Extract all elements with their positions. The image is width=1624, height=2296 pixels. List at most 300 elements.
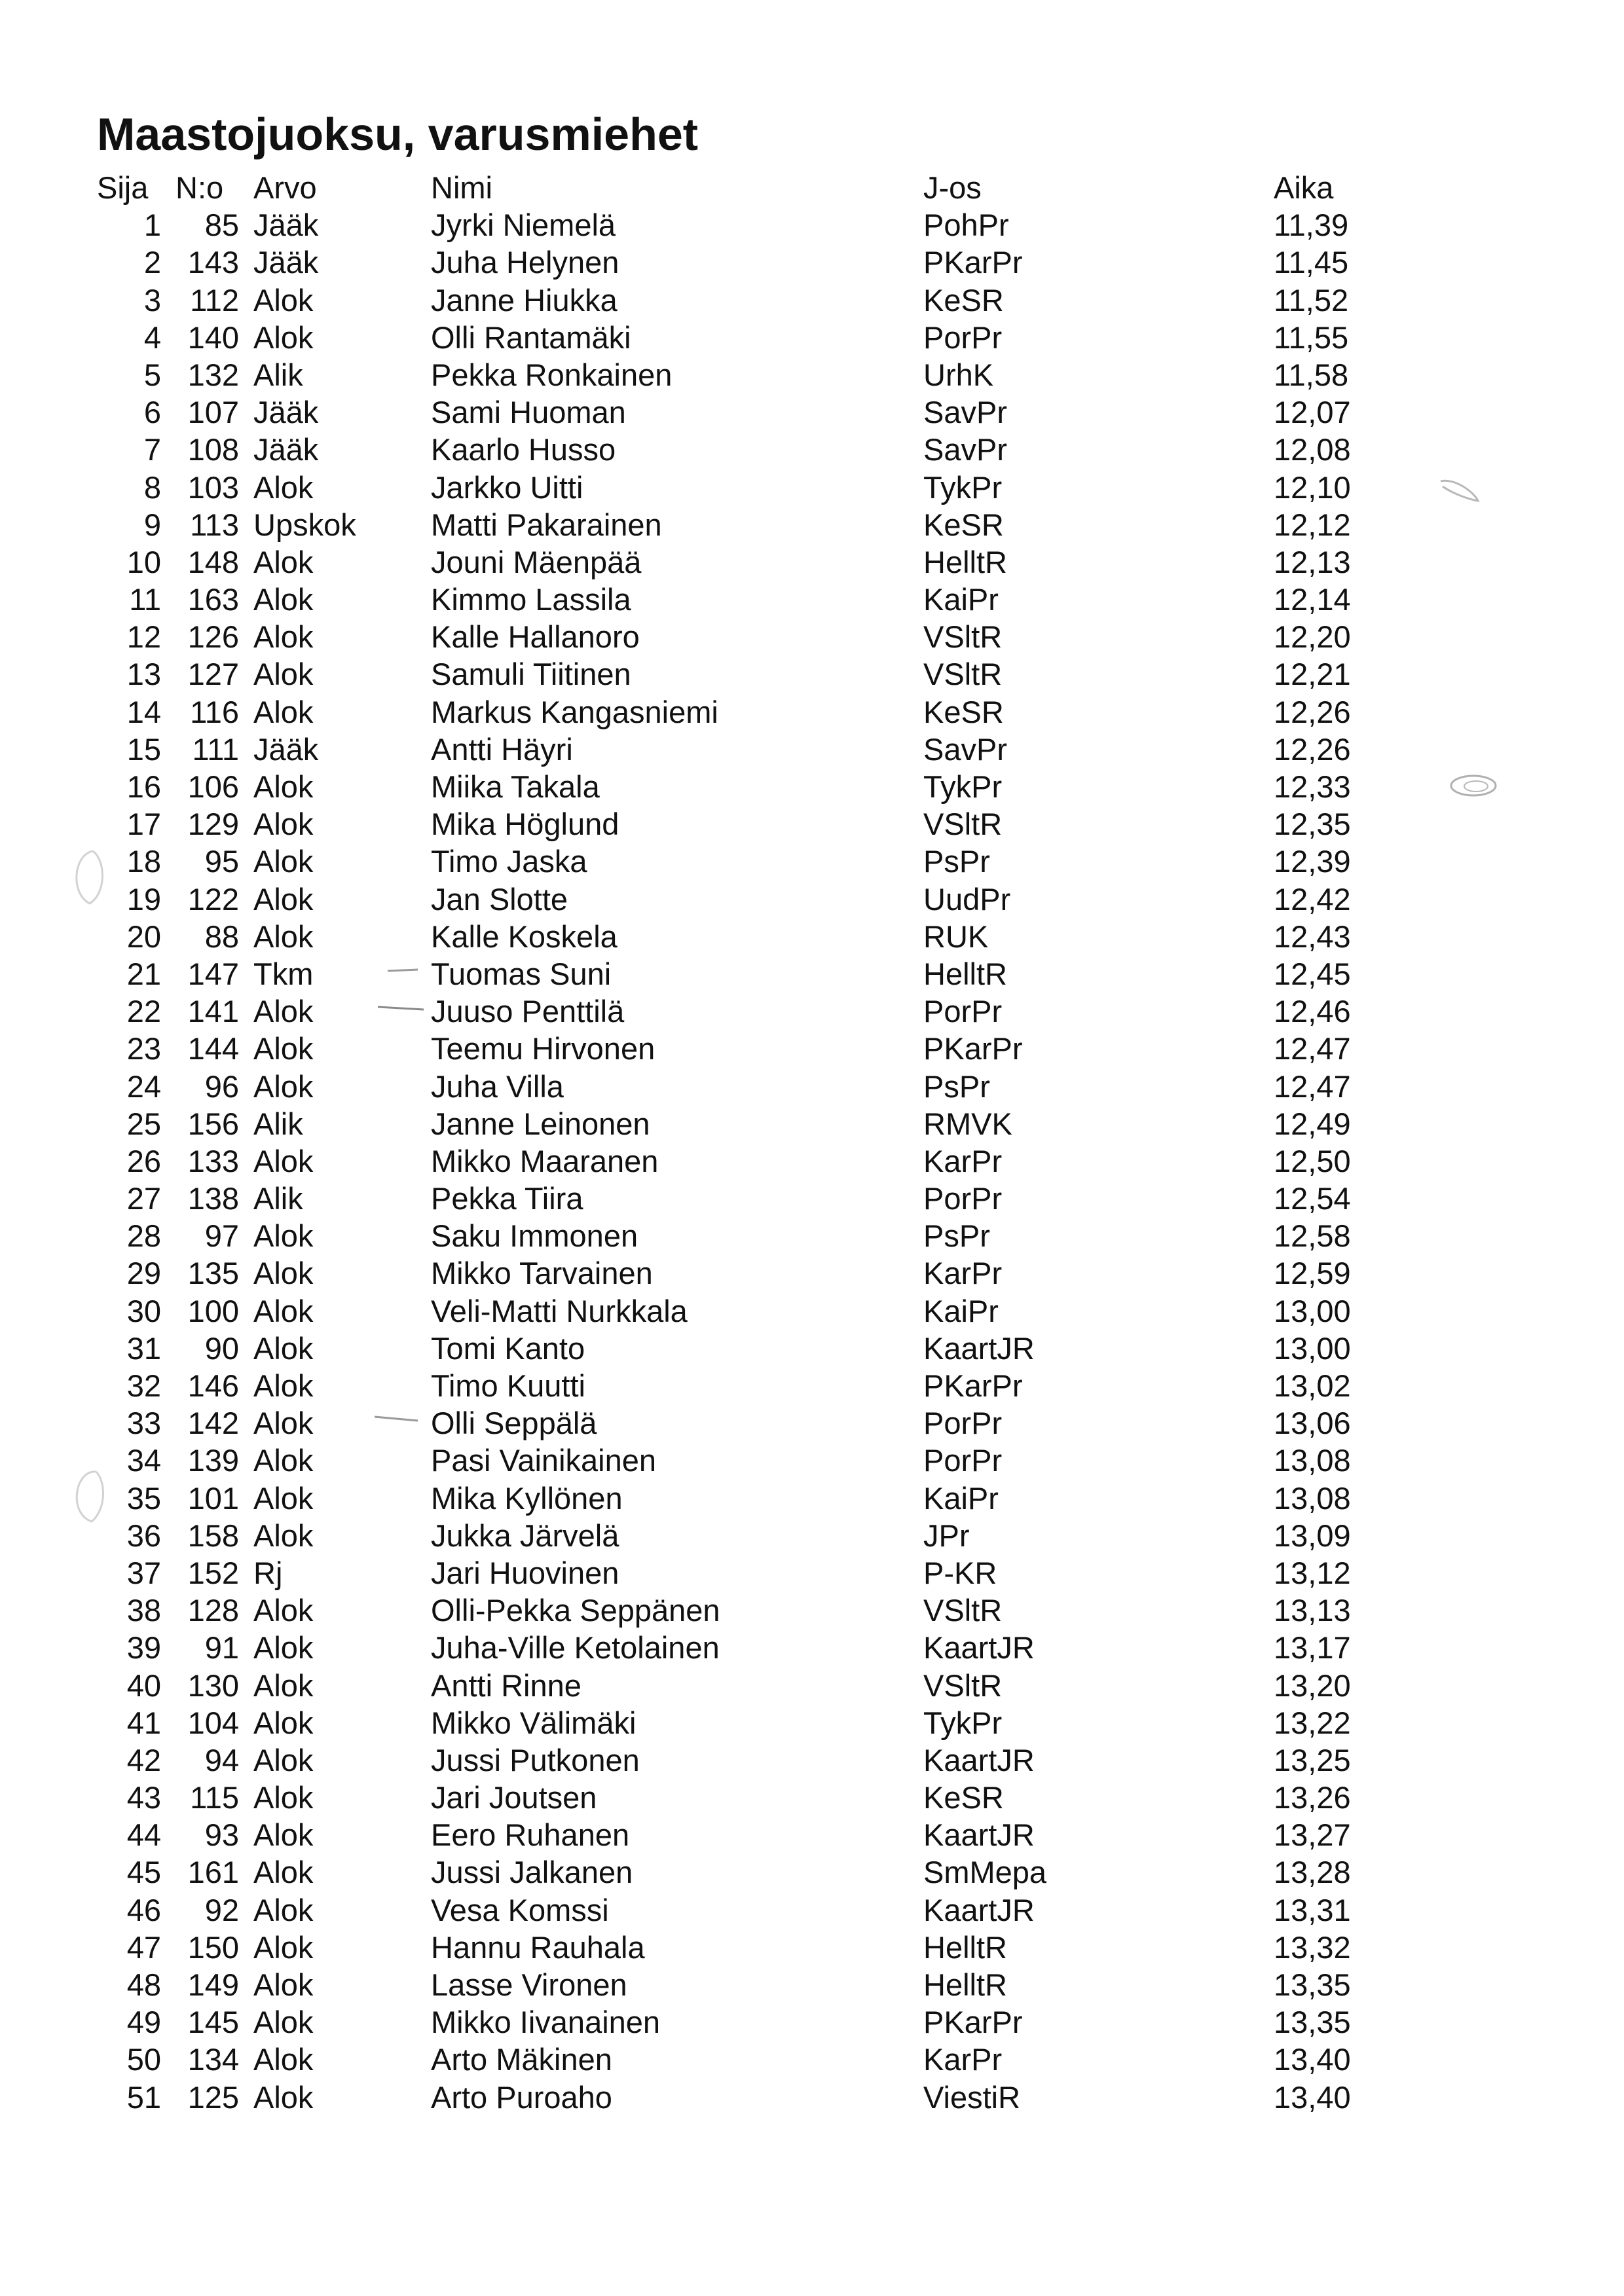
cell-jos: RUK [923,919,989,954]
cell-sija: 32 [126,1368,161,1403]
cell-aika: 12,46 [1274,994,1351,1029]
cell-aika: 12,08 [1274,432,1351,467]
cell-no: 135 [187,1256,239,1291]
cell-nimi: Mika Kyllönen [431,1480,623,1516]
cell-jos: HelltR [923,1967,1007,2002]
cell-sija: 39 [126,1630,161,1666]
cell-sija: 1 [143,208,161,243]
table-row [0,693,1624,731]
cell-no: 143 [187,245,239,280]
cell-no: 133 [187,1143,239,1178]
cell-arvo: Alok [253,1480,314,1516]
table-row [0,655,1624,693]
table-row [0,1554,1624,1592]
cell-arvo: Alok [253,319,314,355]
cell-no: 100 [187,1293,239,1328]
cell-sija: 21 [126,956,161,991]
table-row [0,1929,1624,1966]
cell-no: 85 [204,208,239,243]
cell-aika: 11,52 [1274,282,1349,318]
cell-arvo: Jääk [253,245,319,280]
table-row [0,1404,1624,1442]
cell-aika: 12,20 [1274,619,1351,655]
cell-jos: VSltR [923,657,1003,692]
cell-no: 125 [187,2079,239,2115]
cell-arvo: Jääk [253,432,319,467]
cell-sija: 33 [126,1406,161,1441]
cell-sija: 27 [126,1181,161,1216]
cell-nimi: Janne Hiukka [431,282,618,318]
header-nimi: Nimi [431,170,492,205]
cell-nimi: Mikko Maaranen [431,1143,659,1178]
cell-no: 108 [187,432,239,467]
table-row [0,1629,1624,1666]
cell-nimi: Juha Helynen [431,245,619,280]
cell-aika: 13,25 [1274,1742,1351,1777]
cell-aika: 11,39 [1274,208,1349,243]
table-row [0,1592,1624,1629]
cell-jos: PKarPr [923,245,1023,280]
table-row [0,1667,1624,1704]
table-row [0,1891,1624,1929]
cell-sija: 16 [126,769,161,804]
cell-nimi: Matti Pakarainen [431,507,662,542]
cell-arvo: Alik [253,1181,303,1216]
cell-no: 90 [204,1330,239,1366]
cell-aika: 11,58 [1274,357,1349,392]
table-row [0,1068,1624,1105]
cell-no: 148 [187,544,239,579]
cell-aika: 13,02 [1274,1368,1351,1403]
cell-jos: PorPr [923,1443,1003,1478]
table-row [0,581,1624,618]
cell-sija: 25 [126,1106,161,1141]
cell-no: 147 [187,956,239,991]
cell-aika: 13,28 [1274,1855,1351,1890]
cell-sija: 24 [126,1068,161,1104]
cell-no: 115 [190,1780,239,1815]
cell-nimi: Pasi Vainikainen [431,1443,657,1478]
cell-arvo: Alok [253,1368,314,1403]
cell-sija: 35 [126,1480,161,1516]
cell-aika: 12,43 [1274,919,1351,954]
cell-sija: 49 [126,2005,161,2040]
cell-aika: 13,00 [1274,1330,1351,1366]
cell-jos: KaartJR [923,1742,1035,1777]
cell-jos: PsPr [923,1068,990,1104]
cell-aika: 13,06 [1274,1406,1351,1441]
cell-nimi: Jouni Mäenpää [431,544,642,579]
cell-aika: 13,35 [1274,2005,1351,2040]
cell-jos: SmMepa [923,1855,1047,1890]
cell-arvo: Alik [253,1106,303,1141]
table-row [0,1480,1624,1517]
cell-sija: 45 [126,1855,161,1890]
cell-aika: 12,21 [1274,657,1351,692]
cell-arvo: Jääk [253,395,319,430]
cell-arvo: Alok [253,544,314,579]
cell-jos: UudPr [923,881,1011,917]
cell-nimi: Sami Huoman [431,395,626,430]
cell-no: 161 [187,1855,239,1890]
cell-no: 113 [190,507,239,542]
cell-no: 96 [204,1068,239,1104]
cell-aika: 12,33 [1274,769,1351,804]
cell-jos: HelltR [923,544,1007,579]
cell-jos: P-KR [923,1555,997,1590]
cell-no: 88 [204,919,239,954]
cell-sija: 7 [143,432,161,467]
cell-no: 132 [187,357,239,392]
cell-aika: 13,40 [1274,2079,1351,2115]
cell-aika: 13,17 [1274,1630,1351,1666]
table-row [0,469,1624,506]
table-row [0,993,1624,1030]
cell-no: 140 [187,319,239,355]
cell-aika: 12,26 [1274,694,1351,729]
table-row [0,1966,1624,2003]
cell-aika: 13,27 [1274,1817,1351,1853]
cell-nimi: Tuomas Suni [431,956,612,991]
cell-arvo: Alok [253,1817,314,1853]
cell-nimi: Kalle Koskela [431,919,618,954]
cell-aika: 11,55 [1274,319,1349,355]
cell-jos: VSltR [923,619,1003,655]
cell-aika: 13,26 [1274,1780,1351,1815]
table-row [0,2003,1624,2041]
cell-aika: 13,13 [1274,1593,1351,1628]
cell-nimi: Jyrki Niemelä [431,208,616,243]
cell-arvo: Alok [253,1256,314,1291]
cell-sija: 50 [126,2042,161,2077]
cell-nimi: Saku Immonen [431,1218,638,1254]
cell-arvo: Alok [253,881,314,917]
cell-nimi: Mika Höglund [431,807,619,842]
cell-nimi: Arto Mäkinen [431,2042,612,2077]
cell-aika: 13,40 [1274,2042,1351,2077]
cell-jos: VSltR [923,1593,1003,1628]
cell-no: 128 [187,1593,239,1628]
table-row [0,1217,1624,1254]
cell-sija: 8 [143,469,161,505]
cell-sija: 17 [126,807,161,842]
table-row [0,543,1624,581]
header-jos: J-os [923,170,982,205]
cell-arvo: Upskok [253,507,356,542]
cell-jos: PohPr [923,208,1009,243]
cell-jos: HelltR [923,956,1007,991]
table-row [0,1105,1624,1142]
cell-sija: 40 [126,1667,161,1703]
cell-sija: 37 [126,1555,161,1590]
table-row [0,1517,1624,1554]
cell-arvo: Alik [253,357,303,392]
cell-nimi: Timo Kuutti [431,1368,585,1403]
cell-sija: 30 [126,1293,161,1328]
table-row [0,805,1624,843]
table-row [0,1704,1624,1741]
cell-arvo: Alok [253,1593,314,1628]
cell-jos: KeSR [923,507,1004,542]
cell-sija: 46 [126,1892,161,1927]
cell-arvo: Alok [253,2079,314,2115]
cell-jos: SavPr [923,395,1007,430]
table-row [0,843,1624,880]
cell-no: 156 [187,1106,239,1141]
cell-arvo: Alok [253,807,314,842]
cell-sija: 5 [143,357,161,392]
cell-aika: 12,14 [1274,582,1351,617]
cell-jos: SavPr [923,432,1007,467]
cell-jos: KaartJR [923,1330,1035,1366]
cell-sija: 19 [126,881,161,917]
cell-sija: 2 [143,245,161,280]
cell-arvo: Alok [253,1967,314,2002]
cell-nimi: Juuso Penttilä [431,994,625,1029]
cell-nimi: Olli Seppälä [431,1406,597,1441]
table-row [0,1292,1624,1330]
cell-nimi: Lasse Vironen [431,1967,627,2002]
cell-nimi: Janne Leinonen [431,1106,650,1141]
cell-aika: 13,08 [1274,1480,1351,1516]
cell-aika: 12,26 [1274,731,1351,767]
cell-arvo: Alok [253,1143,314,1178]
cell-arvo: Alok [253,919,314,954]
cell-no: 104 [187,1705,239,1740]
cell-nimi: Jari Huovinen [431,1555,619,1590]
cell-sija: 31 [126,1330,161,1366]
cell-arvo: Alok [253,694,314,729]
table-row [0,1367,1624,1404]
table-row [0,1180,1624,1217]
cell-nimi: Samuli Tiitinen [431,657,631,692]
cell-jos: KaiPr [923,1293,999,1328]
table-row [0,282,1624,319]
cell-arvo: Alok [253,1667,314,1703]
cell-sija: 6 [143,395,161,430]
table-row [0,506,1624,543]
header-arvo: Arvo [253,170,317,205]
cell-aika: 12,12 [1274,507,1351,542]
cell-aika: 12,47 [1274,1031,1351,1066]
cell-no: 122 [187,881,239,917]
cell-arvo: Alok [253,1443,314,1478]
cell-jos: KarPr [923,1256,1003,1291]
cell-nimi: Arto Puroaho [431,2079,612,2115]
cell-jos: ViestiR [923,2079,1021,2115]
header-sija: Sija [97,170,149,205]
cell-no: 149 [187,1967,239,2002]
cell-sija: 36 [126,1518,161,1553]
cell-nimi: Kalle Hallanoro [431,619,640,655]
cell-aika: 12,49 [1274,1106,1351,1141]
cell-no: 91 [204,1630,239,1666]
cell-nimi: Antti Rinne [431,1667,581,1703]
cell-aika: 11,45 [1274,245,1349,280]
cell-sija: 23 [126,1031,161,1066]
cell-nimi: Mikko Iivanainen [431,2005,661,2040]
cell-sija: 11 [129,582,161,617]
cell-arvo: Alok [253,844,314,879]
cell-aika: 12,47 [1274,1068,1351,1104]
cell-nimi: Markus Kangasniemi [431,694,718,729]
cell-arvo: Alok [253,1742,314,1777]
cell-no: 101 [187,1480,239,1516]
cell-nimi: Juha Villa [431,1068,564,1104]
cell-nimi: Jussi Putkonen [431,1742,640,1777]
cell-jos: PorPr [923,1406,1003,1441]
cell-aika: 13,00 [1274,1293,1351,1328]
cell-no: 106 [187,769,239,804]
cell-jos: RMVK [923,1106,1012,1141]
cell-no: 127 [187,657,239,692]
cell-nimi: Olli Rantamäki [431,319,631,355]
cell-arvo: Alok [253,282,314,318]
header-no: N:o [175,170,224,205]
cell-arvo: Alok [253,657,314,692]
cell-nimi: Jukka Järvelä [431,1518,619,1553]
cell-arvo: Tkm [253,956,314,991]
cell-aika: 13,09 [1274,1518,1351,1553]
cell-arvo: Alok [253,1068,314,1104]
cell-jos: KarPr [923,1143,1003,1178]
cell-no: 111 [192,731,239,767]
table-row [0,1030,1624,1067]
table-row [0,1816,1624,1853]
table-row [0,955,1624,993]
table-row [0,393,1624,431]
cell-jos: PKarPr [923,1368,1023,1403]
cell-no: 94 [204,1742,239,1777]
cell-no: 130 [187,1667,239,1703]
table-row [0,1442,1624,1479]
cell-sija: 41 [126,1705,161,1740]
cell-nimi: Antti Häyri [431,731,573,767]
cell-no: 150 [187,1929,239,1965]
cell-jos: PKarPr [923,1031,1023,1066]
cell-nimi: Olli-Pekka Seppänen [431,1593,720,1628]
cell-jos: JPr [923,1518,970,1553]
cell-arvo: Alok [253,1218,314,1254]
table-row [0,1779,1624,1816]
table-row [0,1142,1624,1180]
cell-aika: 12,54 [1274,1181,1351,1216]
cell-jos: TykPr [923,769,1003,804]
cell-sija: 13 [126,657,161,692]
cell-arvo: Alok [253,1518,314,1553]
cell-jos: KaartJR [923,1817,1035,1853]
table-row [0,206,1624,244]
cell-aika: 12,59 [1274,1256,1351,1291]
table-header [0,169,1624,206]
cell-aika: 12,13 [1274,544,1351,579]
cell-sija: 42 [126,1742,161,1777]
cell-nimi: Vesa Komssi [431,1892,609,1927]
cell-aika: 13,35 [1274,1967,1351,2002]
table-row [0,918,1624,955]
table-row [0,1741,1624,1779]
table-row [0,881,1624,918]
cell-jos: KeSR [923,694,1004,729]
cell-no: 112 [190,282,239,318]
cell-jos: PKarPr [923,2005,1023,2040]
cell-jos: KarPr [923,2042,1003,2077]
cell-arvo: Alok [253,1293,314,1328]
table-body [0,206,1624,2116]
cell-arvo: Alok [253,1031,314,1066]
cell-arvo: Alok [253,1705,314,1740]
cell-no: 145 [187,2005,239,2040]
cell-aika: 12,42 [1274,881,1351,917]
cell-jos: KaiPr [923,1480,999,1516]
cell-jos: UrhK [923,357,994,392]
cell-jos: PsPr [923,844,990,879]
cell-jos: KeSR [923,282,1004,318]
cell-nimi: Pekka Ronkainen [431,357,673,392]
cell-arvo: Alok [253,2005,314,2040]
cell-no: 97 [204,1218,239,1254]
cell-sija: 9 [143,507,161,542]
cell-sija: 28 [126,1218,161,1254]
cell-jos: TykPr [923,469,1003,505]
cell-sija: 48 [126,1967,161,2002]
cell-jos: VSltR [923,1667,1003,1703]
cell-aika: 12,35 [1274,807,1351,842]
cell-no: 146 [187,1368,239,1403]
cell-jos: KaiPr [923,582,999,617]
cell-arvo: Alok [253,2042,314,2077]
cell-jos: PsPr [923,1218,990,1254]
cell-no: 107 [187,395,239,430]
cell-no: 103 [187,469,239,505]
page-title: Maastojuoksu, varusmiehet [97,109,699,160]
cell-jos: VSltR [923,807,1003,842]
cell-sija: 18 [126,844,161,879]
results-table [0,169,1624,2116]
cell-sija: 38 [126,1593,161,1628]
cell-no: 144 [187,1031,239,1066]
cell-nimi: Kimmo Lassila [431,582,631,617]
cell-no: 134 [187,2042,239,2077]
cell-arvo: Alok [253,1330,314,1366]
cell-arvo: Alok [253,1929,314,1965]
cell-aika: 13,31 [1274,1892,1351,1927]
cell-sija: 20 [126,919,161,954]
cell-no: 116 [190,694,239,729]
cell-arvo: Alok [253,994,314,1029]
cell-nimi: Teemu Hirvonen [431,1031,655,1066]
table-row [0,1330,1624,1367]
cell-sija: 3 [143,282,161,318]
table-row [0,431,1624,468]
cell-nimi: Miika Takala [431,769,600,804]
cell-sija: 44 [126,1817,161,1853]
cell-sija: 43 [126,1780,161,1815]
cell-jos: PorPr [923,994,1003,1029]
cell-sija: 15 [126,731,161,767]
cell-nimi: Tomi Kanto [431,1330,585,1366]
cell-no: 138 [187,1181,239,1216]
table-row [0,244,1624,281]
table-row [0,731,1624,768]
cell-arvo: Alok [253,769,314,804]
table-row [0,1853,1624,1891]
cell-no: 126 [187,619,239,655]
cell-nimi: Jarkko Uitti [431,469,583,505]
cell-aika: 12,07 [1274,395,1351,430]
cell-arvo: Jääk [253,208,319,243]
cell-jos: SavPr [923,731,1007,767]
